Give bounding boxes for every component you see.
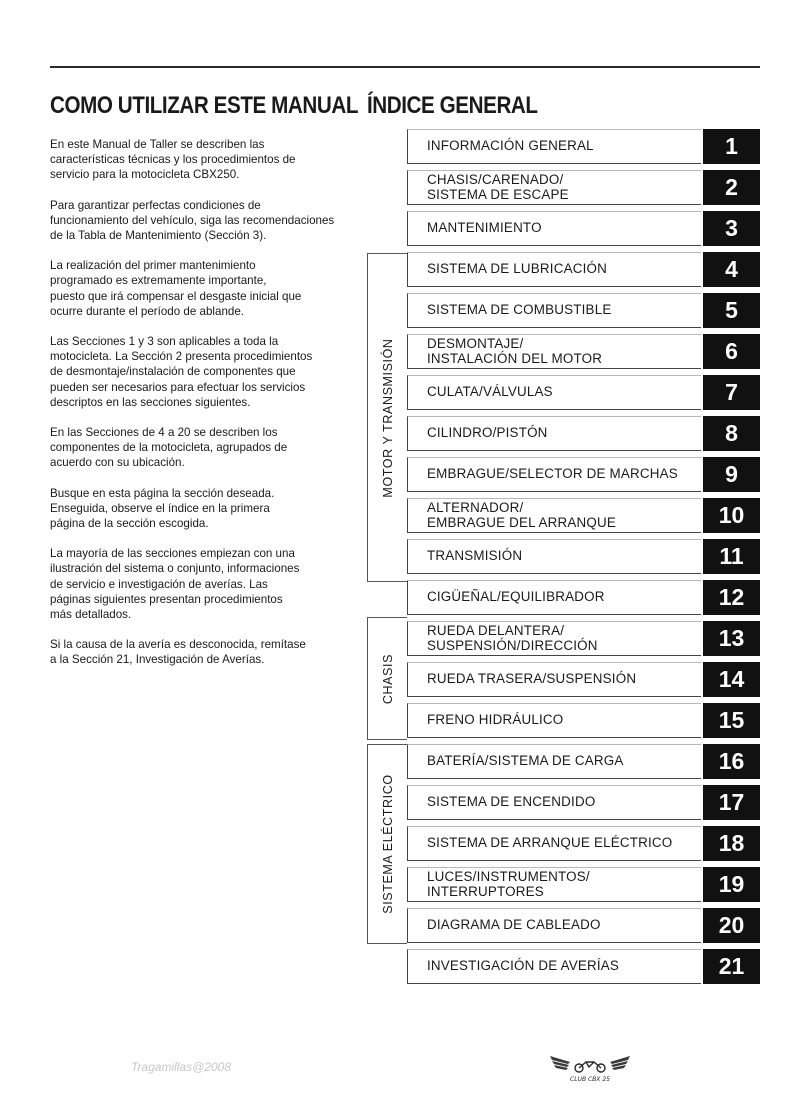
section-row[interactable]	[407, 293, 760, 330]
section-number: 10	[703, 498, 760, 533]
section-number: 5	[703, 293, 760, 328]
section-row[interactable]	[407, 416, 760, 453]
intro-paragraph: Busque en esta página la sección deseada. Enseguida, observe el índice en la primera página de la sección escogida.	[50, 486, 275, 531]
section-number: 14	[703, 662, 760, 697]
section-label: BATERÍA/SISTEMA DE CARGA	[407, 744, 701, 779]
section-label: FRENO HIDRÁULICO	[407, 703, 701, 738]
intro-paragraph: Las Secciones 1 y 3 son aplicables a toda la motocicleta. La Sección 2 presenta procedimientos de desmontaje/instalación de componentes que pueden ser necesarios para efectuar los servicios descriptos en las secciones siguientes.	[50, 335, 313, 409]
section-row[interactable]	[407, 703, 760, 740]
section-row[interactable]	[407, 498, 760, 535]
intro-paragraph: La mayoría de las secciones empiezan con una ilustración del sistema o conjunto, informaciones de servicio e investigación de averías. Las páginas siguientes presentan procedimientos más detallados.	[50, 547, 300, 622]
section-number: 9	[703, 457, 760, 492]
section-number: 18	[703, 826, 760, 861]
section-row[interactable]	[407, 252, 760, 289]
section-label: INVESTIGACIÓN DE AVERÍAS	[407, 949, 701, 984]
section-label: RUEDA DELANTERA/ SUSPENSIÓN/DIRECCIÓN	[407, 621, 701, 656]
group-label: SISTEMA ELÉCTRICO	[380, 774, 395, 914]
section-row[interactable]	[407, 129, 760, 166]
section-row[interactable]	[407, 211, 760, 248]
section-number: 8	[703, 416, 760, 451]
section-row[interactable]	[407, 662, 760, 699]
index-title: ÍNDICE GENERAL	[367, 92, 538, 119]
manual-usage-title: COMO UTILIZAR ESTE MANUAL	[50, 92, 359, 119]
logo-text: CLUB CBX 25	[570, 1076, 610, 1083]
section-label: TRANSMISIÓN	[407, 539, 701, 574]
section-label: INFORMACIÓN GENERAL	[407, 129, 701, 164]
section-number: 12	[703, 580, 760, 615]
section-label: CHASIS/CARENADO/ SISTEMA DE ESCAPE	[407, 170, 701, 205]
section-row[interactable]	[407, 334, 760, 371]
section-number: 3	[703, 211, 760, 246]
section-label: LUCES/INSTRUMENTOS/ INTERRUPTORES	[407, 867, 701, 902]
section-row[interactable]	[407, 580, 760, 617]
section-label: RUEDA TRASERA/SUSPENSIÓN	[407, 662, 701, 697]
section-label: DESMONTAJE/ INSTALACIÓN DEL MOTOR	[407, 334, 701, 369]
section-number: 7	[703, 375, 760, 410]
section-number: 19	[703, 867, 760, 902]
section-label: SISTEMA DE COMBUSTIBLE	[407, 293, 701, 328]
section-label: SISTEMA DE ENCENDIDO	[407, 785, 701, 820]
section-row[interactable]	[407, 170, 760, 207]
intro-paragraph: La realización del primer mantenimiento programado es extremamente importante, puesto que irá compensar el desgaste inicial que ocurre durante el período de ablande.	[50, 259, 302, 318]
section-number: 6	[703, 334, 760, 369]
section-label: CIGÜEÑAL/EQUILIBRADOR	[407, 580, 701, 615]
section-number: 15	[703, 703, 760, 738]
section-row[interactable]	[407, 826, 760, 863]
section-number: 20	[703, 908, 760, 943]
section-number: 2	[703, 170, 760, 205]
section-label: EMBRAGUE/SELECTOR DE MARCHAS	[407, 457, 701, 492]
section-label: CILINDRO/PISTÓN	[407, 416, 701, 451]
group-chasis	[367, 617, 407, 740]
group-sistema-electrico	[367, 744, 407, 944]
winged-motorcycle-logo-icon	[548, 1050, 632, 1086]
section-number: 11	[703, 539, 760, 574]
section-row[interactable]	[407, 375, 760, 412]
section-number: 16	[703, 744, 760, 779]
section-number: 21	[703, 949, 760, 984]
section-row[interactable]	[407, 539, 760, 576]
group-label: MOTOR Y TRANSMISIÓN	[380, 337, 395, 498]
section-row[interactable]	[407, 621, 760, 658]
section-number: 17	[703, 785, 760, 820]
section-label: SISTEMA DE LUBRICACIÓN	[407, 252, 701, 287]
section-row[interactable]	[407, 908, 760, 945]
section-label: MANTENIMIENTO	[407, 211, 701, 246]
section-row[interactable]	[407, 785, 760, 822]
section-row[interactable]	[407, 867, 760, 904]
section-row[interactable]	[407, 457, 760, 494]
section-row[interactable]	[407, 744, 760, 781]
group-label: CHASIS	[380, 653, 395, 704]
section-number: 13	[703, 621, 760, 656]
group-motor-transmision	[367, 253, 407, 582]
section-label: CULATA/VÁLVULAS	[407, 375, 701, 410]
section-number: 1	[703, 129, 760, 164]
section-label: ALTERNADOR/ EMBRAGUE DEL ARRANQUE	[407, 498, 701, 533]
intro-paragraph: En este Manual de Taller se describen las características técnicas y los procedimientos de servicio para la motocicleta CBX250.	[50, 138, 296, 182]
section-label: SISTEMA DE ARRANQUE ELÉCTRICO	[407, 826, 701, 861]
section-number: 4	[703, 252, 760, 287]
intro-paragraph: En las Secciones de 4 a 20 se describen los componentes de la motocicleta, agrupados de acuerdo con su ubicación.	[50, 426, 288, 470]
intro-paragraph: Para garantizar perfectas condiciones de funcionamiento del vehículo, siga las recomendaciones de la Tabla de Mantenimiento (Sección 3).	[50, 198, 335, 243]
watermark-text: Tragamillas@2008	[131, 1060, 232, 1074]
intro-paragraph: Si la causa de la avería es desconocida, remítase a la Sección 21, Investigación de Averías.	[50, 638, 306, 667]
section-row[interactable]	[407, 949, 760, 986]
section-label: DIAGRAMA DE CABLEADO	[407, 908, 701, 943]
